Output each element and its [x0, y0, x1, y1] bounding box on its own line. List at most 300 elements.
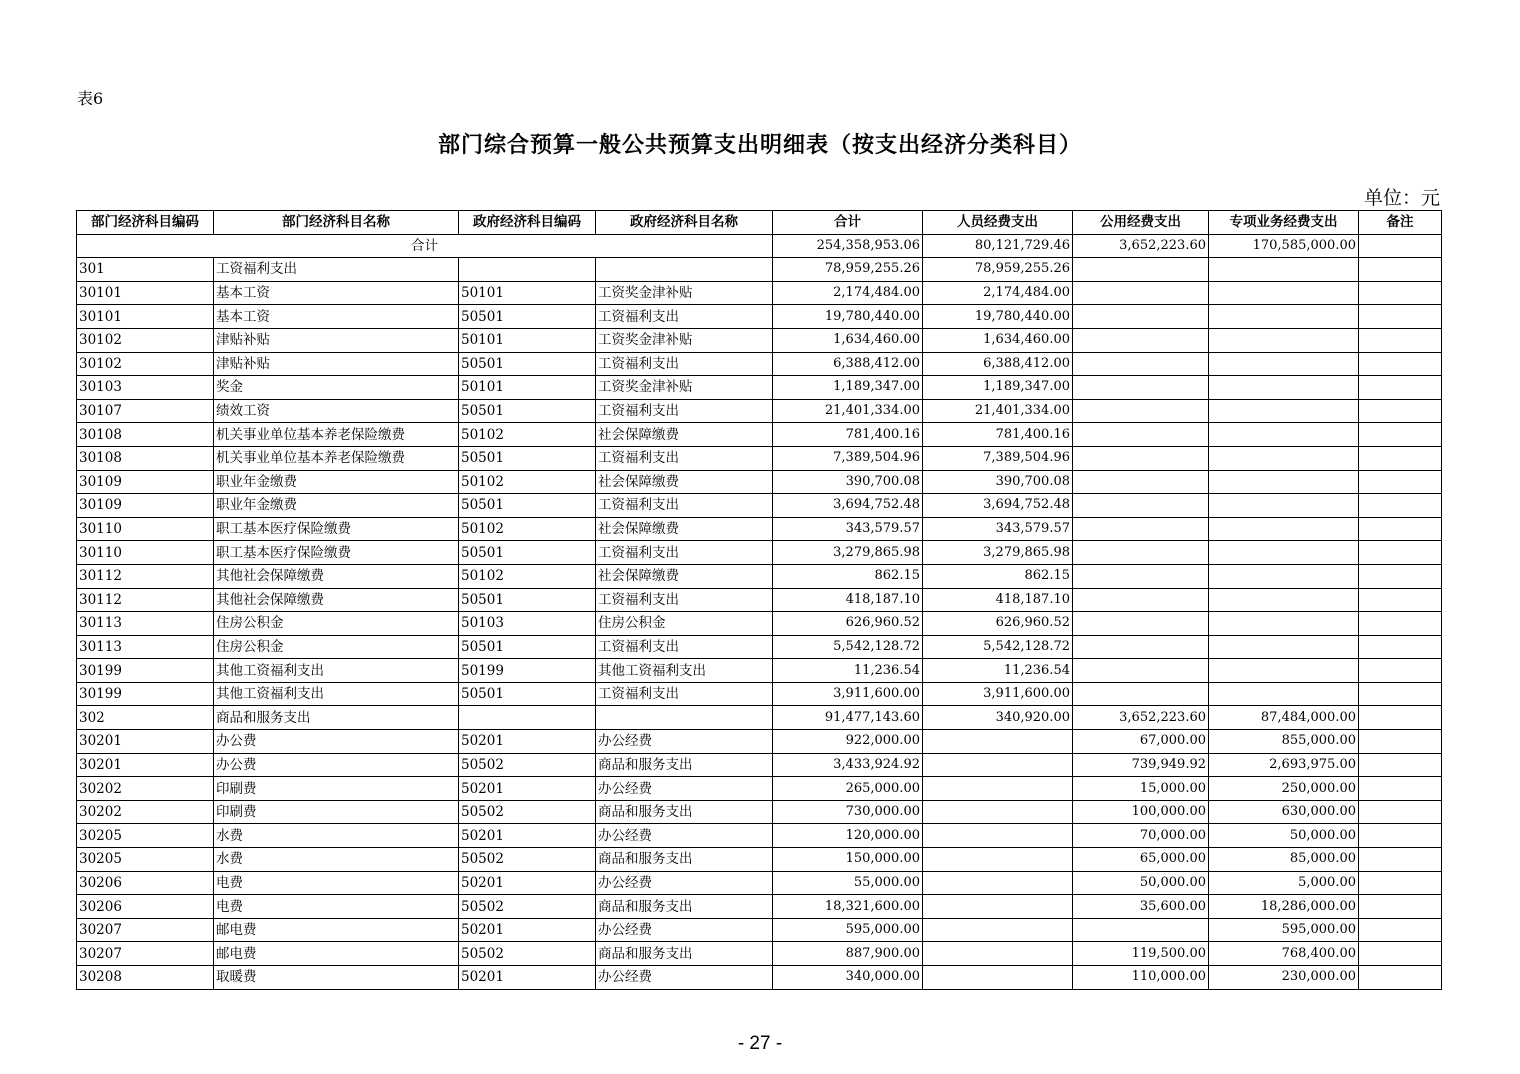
table-label: 表6 [77, 89, 104, 108]
total-cell: 150,000.00 [773, 848, 923, 872]
personnel-cell: 862.15 [923, 564, 1073, 588]
gov-code-cell: 50501 [459, 588, 596, 612]
gov-name-cell: 工资福利支出 [596, 446, 773, 470]
dept-code-cell: 30109 [77, 470, 214, 494]
gov-code-cell: 50502 [459, 753, 596, 777]
public-cell [1073, 399, 1209, 423]
column-header: 政府经济科目编码 [459, 211, 596, 235]
total-cell: 19,780,440.00 [773, 305, 923, 329]
remark-cell [1359, 588, 1442, 612]
personnel-cell: 1,189,347.00 [923, 376, 1073, 400]
gov-name-cell: 工资奖金津补贴 [596, 328, 773, 352]
dept-name-cell: 印刷费 [214, 777, 459, 801]
public-cell: 119,500.00 [1073, 942, 1209, 966]
dept-code-cell: 30109 [77, 494, 214, 518]
remark-cell [1359, 281, 1442, 305]
public-cell: 15,000.00 [1073, 777, 1209, 801]
dept-name-cell: 其他工资福利支出 [214, 659, 459, 683]
total-cell: 862.15 [773, 564, 923, 588]
personnel-cell: 21,401,334.00 [923, 399, 1073, 423]
total-cell: 78,959,255.26 [773, 258, 923, 282]
special-cell [1209, 399, 1359, 423]
dept-name-cell: 机关事业单位基本养老保险缴费 [214, 446, 459, 470]
personnel-cell: 78,959,255.26 [923, 258, 1073, 282]
public-cell [1073, 328, 1209, 352]
column-header: 合计 [773, 211, 923, 235]
remark-cell [1359, 966, 1442, 990]
remark-cell [1359, 541, 1442, 565]
personnel-cell: 418,187.10 [923, 588, 1073, 612]
table-row [77, 706, 1442, 730]
remark-cell [1359, 942, 1442, 966]
gov-name-cell: 办公经费 [596, 966, 773, 990]
budget-table [76, 210, 1442, 990]
gov-name-cell: 商品和服务支出 [596, 753, 773, 777]
gov-name-cell: 工资福利支出 [596, 494, 773, 518]
total-cell: 11,236.54 [773, 659, 923, 683]
table-row [77, 352, 1442, 376]
personnel-cell [923, 824, 1073, 848]
dept-name-cell: 邮电费 [214, 942, 459, 966]
gov-code-cell: 50502 [459, 942, 596, 966]
column-header: 公用经费支出 [1073, 211, 1209, 235]
table-row [77, 682, 1442, 706]
total-cell: 21,401,334.00 [773, 399, 923, 423]
public-cell [1073, 423, 1209, 447]
remark-cell [1359, 612, 1442, 636]
gov-name-cell: 社会保障缴费 [596, 517, 773, 541]
remark-cell [1359, 706, 1442, 730]
gov-code-cell: 50199 [459, 659, 596, 683]
remark-cell [1359, 635, 1442, 659]
dept-name-cell: 职工基本医疗保险缴费 [214, 517, 459, 541]
gov-code-cell: 50102 [459, 423, 596, 447]
table-row [77, 399, 1442, 423]
special-cell [1209, 423, 1359, 447]
gov-name-cell: 办公经费 [596, 777, 773, 801]
total-label: 合计 [77, 234, 773, 258]
dept-code-cell: 30103 [77, 376, 214, 400]
personnel-cell: 343,579.57 [923, 517, 1073, 541]
gov-code-cell: 50201 [459, 730, 596, 754]
remark-cell [1359, 352, 1442, 376]
special-cell [1209, 494, 1359, 518]
total-cell: 6,388,412.00 [773, 352, 923, 376]
total-cell: 730,000.00 [773, 800, 923, 824]
public-cell: 3,652,223.60 [1073, 706, 1209, 730]
gov-name-cell: 办公经费 [596, 918, 773, 942]
public-cell [1073, 305, 1209, 329]
gov-code-cell: 50101 [459, 328, 596, 352]
gov-name-cell: 商品和服务支出 [596, 848, 773, 872]
table-row [77, 942, 1442, 966]
public-cell [1073, 470, 1209, 494]
total-cell: 390,700.08 [773, 470, 923, 494]
gov-code-cell: 50101 [459, 376, 596, 400]
special-cell [1209, 352, 1359, 376]
public-cell [1073, 564, 1209, 588]
dept-code-cell: 30201 [77, 730, 214, 754]
personnel-cell [923, 966, 1073, 990]
remark-cell [1359, 305, 1442, 329]
dept-code-cell: 30199 [77, 682, 214, 706]
total-special: 170,585,000.00 [1209, 234, 1359, 258]
table-row [77, 258, 1442, 282]
personnel-cell [923, 848, 1073, 872]
table-row [77, 635, 1442, 659]
table-row [77, 824, 1442, 848]
remark-cell [1359, 895, 1442, 919]
gov-name-cell: 工资奖金津补贴 [596, 376, 773, 400]
special-cell: 250,000.00 [1209, 777, 1359, 801]
total-cell: 3,433,924.92 [773, 753, 923, 777]
dept-name-cell: 办公费 [214, 730, 459, 754]
public-cell [1073, 446, 1209, 470]
dept-name-cell: 办公费 [214, 753, 459, 777]
dept-name-cell: 职工基本医疗保险缴费 [214, 541, 459, 565]
total-cell: 5,542,128.72 [773, 635, 923, 659]
public-cell [1073, 352, 1209, 376]
column-header: 政府经济科目名称 [596, 211, 773, 235]
total-personnel: 80,121,729.46 [923, 234, 1073, 258]
remark-cell [1359, 564, 1442, 588]
special-cell [1209, 258, 1359, 282]
gov-name-cell: 商品和服务支出 [596, 895, 773, 919]
dept-name-cell: 住房公积金 [214, 635, 459, 659]
column-header: 备注 [1359, 211, 1442, 235]
gov-name-cell: 工资福利支出 [596, 399, 773, 423]
gov-code-cell: 50501 [459, 494, 596, 518]
total-cell: 265,000.00 [773, 777, 923, 801]
gov-code-cell: 50501 [459, 446, 596, 470]
remark-cell [1359, 328, 1442, 352]
gov-name-cell: 工资福利支出 [596, 682, 773, 706]
dept-name-cell: 绩效工资 [214, 399, 459, 423]
personnel-cell [923, 918, 1073, 942]
public-cell: 110,000.00 [1073, 966, 1209, 990]
total-cell: 7,389,504.96 [773, 446, 923, 470]
dept-code-cell: 30206 [77, 871, 214, 895]
table-row [77, 470, 1442, 494]
table-row [77, 376, 1442, 400]
remark-cell [1359, 446, 1442, 470]
gov-code-cell: 50102 [459, 517, 596, 541]
dept-code-cell: 30206 [77, 895, 214, 919]
total-cell: 3,911,600.00 [773, 682, 923, 706]
table-header-row [77, 211, 1442, 235]
dept-code-cell: 30201 [77, 753, 214, 777]
total-cell: 3,694,752.48 [773, 494, 923, 518]
public-cell: 67,000.00 [1073, 730, 1209, 754]
gov-code-cell: 50501 [459, 399, 596, 423]
gov-name-cell: 工资福利支出 [596, 635, 773, 659]
dept-code-cell: 30113 [77, 612, 214, 636]
column-header: 人员经费支出 [923, 211, 1073, 235]
public-cell [1073, 258, 1209, 282]
personnel-cell: 3,694,752.48 [923, 494, 1073, 518]
remark-cell [1359, 730, 1442, 754]
special-cell [1209, 682, 1359, 706]
gov-name-cell: 办公经费 [596, 730, 773, 754]
table-row [77, 753, 1442, 777]
remark-cell [1359, 376, 1442, 400]
gov-name-cell: 工资福利支出 [596, 588, 773, 612]
gov-name-cell: 办公经费 [596, 871, 773, 895]
gov-code-cell [459, 258, 596, 282]
gov-code-cell: 50501 [459, 305, 596, 329]
special-cell: 5,000.00 [1209, 871, 1359, 895]
gov-code-cell: 50502 [459, 800, 596, 824]
remark-cell [1359, 918, 1442, 942]
table-row [77, 777, 1442, 801]
total-cell: 55,000.00 [773, 871, 923, 895]
dept-code-cell: 30112 [77, 588, 214, 612]
public-cell [1073, 281, 1209, 305]
public-cell: 739,949.92 [1073, 753, 1209, 777]
personnel-cell: 3,279,865.98 [923, 541, 1073, 565]
gov-code-cell: 50102 [459, 470, 596, 494]
dept-name-cell: 基本工资 [214, 281, 459, 305]
dept-code-cell: 30199 [77, 659, 214, 683]
special-cell [1209, 541, 1359, 565]
gov-name-cell: 社会保障缴费 [596, 470, 773, 494]
gov-code-cell: 50101 [459, 281, 596, 305]
public-cell [1073, 918, 1209, 942]
dept-code-cell: 30102 [77, 328, 214, 352]
total-cell: 18,321,600.00 [773, 895, 923, 919]
special-cell: 18,286,000.00 [1209, 895, 1359, 919]
gov-name-cell: 工资福利支出 [596, 541, 773, 565]
special-cell [1209, 564, 1359, 588]
dept-code-cell: 302 [77, 706, 214, 730]
remark-cell [1359, 659, 1442, 683]
dept-code-cell: 30208 [77, 966, 214, 990]
total-cell: 418,187.10 [773, 588, 923, 612]
special-cell [1209, 328, 1359, 352]
dept-code-cell: 30110 [77, 541, 214, 565]
special-cell: 2,693,975.00 [1209, 753, 1359, 777]
personnel-cell: 390,700.08 [923, 470, 1073, 494]
remark-cell [1359, 494, 1442, 518]
total-public: 3,652,223.60 [1073, 234, 1209, 258]
dept-name-cell: 机关事业单位基本养老保险缴费 [214, 423, 459, 447]
remark-cell [1359, 517, 1442, 541]
gov-name-cell: 工资福利支出 [596, 352, 773, 376]
special-cell: 87,484,000.00 [1209, 706, 1359, 730]
public-cell [1073, 682, 1209, 706]
special-cell: 50,000.00 [1209, 824, 1359, 848]
table-row [77, 659, 1442, 683]
public-cell: 65,000.00 [1073, 848, 1209, 872]
gov-code-cell: 50102 [459, 564, 596, 588]
table-row [77, 564, 1442, 588]
table-row [77, 612, 1442, 636]
total-cell: 1,634,460.00 [773, 328, 923, 352]
total-cell: 887,900.00 [773, 942, 923, 966]
table-row [77, 517, 1442, 541]
special-cell [1209, 517, 1359, 541]
public-cell [1073, 659, 1209, 683]
public-cell: 70,000.00 [1073, 824, 1209, 848]
dept-code-cell: 30101 [77, 281, 214, 305]
dept-name-cell: 其他社会保障缴费 [214, 564, 459, 588]
table-row [77, 966, 1442, 990]
remark-cell [1359, 848, 1442, 872]
dept-name-cell: 电费 [214, 871, 459, 895]
table-row [77, 730, 1442, 754]
gov-code-cell: 50201 [459, 777, 596, 801]
gov-name-cell: 其他工资福利支出 [596, 659, 773, 683]
gov-name-cell: 社会保障缴费 [596, 423, 773, 447]
personnel-cell [923, 871, 1073, 895]
gov-name-cell [596, 258, 773, 282]
gov-code-cell [459, 706, 596, 730]
table-row [77, 494, 1442, 518]
dept-name-cell: 职业年金缴费 [214, 494, 459, 518]
total-cell: 91,477,143.60 [773, 706, 923, 730]
table-row [77, 305, 1442, 329]
special-cell: 230,000.00 [1209, 966, 1359, 990]
total-cell: 595,000.00 [773, 918, 923, 942]
dept-name-cell: 奖金 [214, 376, 459, 400]
dept-code-cell: 30205 [77, 824, 214, 848]
gov-code-cell: 50502 [459, 895, 596, 919]
unit-label: 单位：元 [1363, 187, 1440, 209]
gov-name-cell: 住房公积金 [596, 612, 773, 636]
remark-cell [1359, 824, 1442, 848]
table-row [77, 800, 1442, 824]
dept-name-cell: 职业年金缴费 [214, 470, 459, 494]
public-cell: 50,000.00 [1073, 871, 1209, 895]
special-cell: 768,400.00 [1209, 942, 1359, 966]
personnel-cell [923, 800, 1073, 824]
dept-code-cell: 30112 [77, 564, 214, 588]
public-cell [1073, 588, 1209, 612]
special-cell [1209, 376, 1359, 400]
special-cell [1209, 446, 1359, 470]
dept-code-cell: 30107 [77, 399, 214, 423]
special-cell: 855,000.00 [1209, 730, 1359, 754]
remark-cell [1359, 470, 1442, 494]
dept-code-cell: 30108 [77, 423, 214, 447]
dept-name-cell: 印刷费 [214, 800, 459, 824]
page-title: 部门综合预算一般公共预算支出明细表（按支出经济分类科目） [437, 132, 1082, 158]
gov-code-cell: 50501 [459, 541, 596, 565]
public-cell [1073, 612, 1209, 636]
gov-name-cell: 办公经费 [596, 824, 773, 848]
page-number: - 27 - [737, 1033, 783, 1054]
gov-name-cell: 商品和服务支出 [596, 800, 773, 824]
special-cell: 630,000.00 [1209, 800, 1359, 824]
column-header: 部门经济科目名称 [214, 211, 459, 235]
total-cell: 922,000.00 [773, 730, 923, 754]
column-header: 专项业务经费支出 [1209, 211, 1359, 235]
table-row [77, 871, 1442, 895]
gov-code-cell: 50103 [459, 612, 596, 636]
gov-code-cell: 50501 [459, 682, 596, 706]
table-row [77, 541, 1442, 565]
remark-cell [1359, 423, 1442, 447]
total-row [77, 234, 1442, 258]
special-cell [1209, 281, 1359, 305]
table-row [77, 328, 1442, 352]
gov-code-cell: 50502 [459, 848, 596, 872]
special-cell [1209, 588, 1359, 612]
gov-code-cell: 50501 [459, 352, 596, 376]
gov-code-cell: 50201 [459, 918, 596, 942]
dept-name-cell: 住房公积金 [214, 612, 459, 636]
remark-cell [1359, 871, 1442, 895]
gov-code-cell: 50201 [459, 824, 596, 848]
public-cell: 100,000.00 [1073, 800, 1209, 824]
special-cell [1209, 635, 1359, 659]
total-cell: 120,000.00 [773, 824, 923, 848]
dept-code-cell: 30108 [77, 446, 214, 470]
personnel-cell: 1,634,460.00 [923, 328, 1073, 352]
dept-code-cell: 30113 [77, 635, 214, 659]
dept-code-cell: 301 [77, 258, 214, 282]
public-cell [1073, 635, 1209, 659]
personnel-cell: 19,780,440.00 [923, 305, 1073, 329]
remark-cell [1359, 258, 1442, 282]
special-cell [1209, 659, 1359, 683]
table-row [77, 423, 1442, 447]
dept-code-cell: 30110 [77, 517, 214, 541]
special-cell [1209, 470, 1359, 494]
personnel-cell: 2,174,484.00 [923, 281, 1073, 305]
dept-name-cell: 电费 [214, 895, 459, 919]
special-cell: 85,000.00 [1209, 848, 1359, 872]
gov-name-cell: 工资奖金津补贴 [596, 281, 773, 305]
gov-code-cell: 50201 [459, 966, 596, 990]
dept-name-cell: 其他社会保障缴费 [214, 588, 459, 612]
dept-name-cell: 取暖费 [214, 966, 459, 990]
table-row [77, 895, 1442, 919]
personnel-cell: 340,920.00 [923, 706, 1073, 730]
personnel-cell: 7,389,504.96 [923, 446, 1073, 470]
public-cell [1073, 541, 1209, 565]
special-cell [1209, 305, 1359, 329]
total-remark [1359, 234, 1442, 258]
personnel-cell [923, 942, 1073, 966]
gov-code-cell: 50201 [459, 871, 596, 895]
gov-name-cell: 工资福利支出 [596, 305, 773, 329]
special-cell: 595,000.00 [1209, 918, 1359, 942]
table-row [77, 281, 1442, 305]
personnel-cell [923, 753, 1073, 777]
public-cell [1073, 376, 1209, 400]
total-cell: 3,279,865.98 [773, 541, 923, 565]
dept-code-cell: 30101 [77, 305, 214, 329]
personnel-cell [923, 730, 1073, 754]
dept-name-cell: 水费 [214, 824, 459, 848]
dept-name-cell: 津贴补贴 [214, 328, 459, 352]
gov-name-cell [596, 706, 773, 730]
public-cell [1073, 517, 1209, 541]
total-cell: 1,189,347.00 [773, 376, 923, 400]
dept-code-cell: 30207 [77, 942, 214, 966]
dept-name-cell: 基本工资 [214, 305, 459, 329]
gov-name-cell: 商品和服务支出 [596, 942, 773, 966]
table-row [77, 848, 1442, 872]
public-cell: 35,600.00 [1073, 895, 1209, 919]
remark-cell [1359, 800, 1442, 824]
dept-name-cell: 邮电费 [214, 918, 459, 942]
personnel-cell: 11,236.54 [923, 659, 1073, 683]
total-cell: 340,000.00 [773, 966, 923, 990]
dept-name-cell: 工资福利支出 [214, 258, 459, 282]
personnel-cell: 5,542,128.72 [923, 635, 1073, 659]
